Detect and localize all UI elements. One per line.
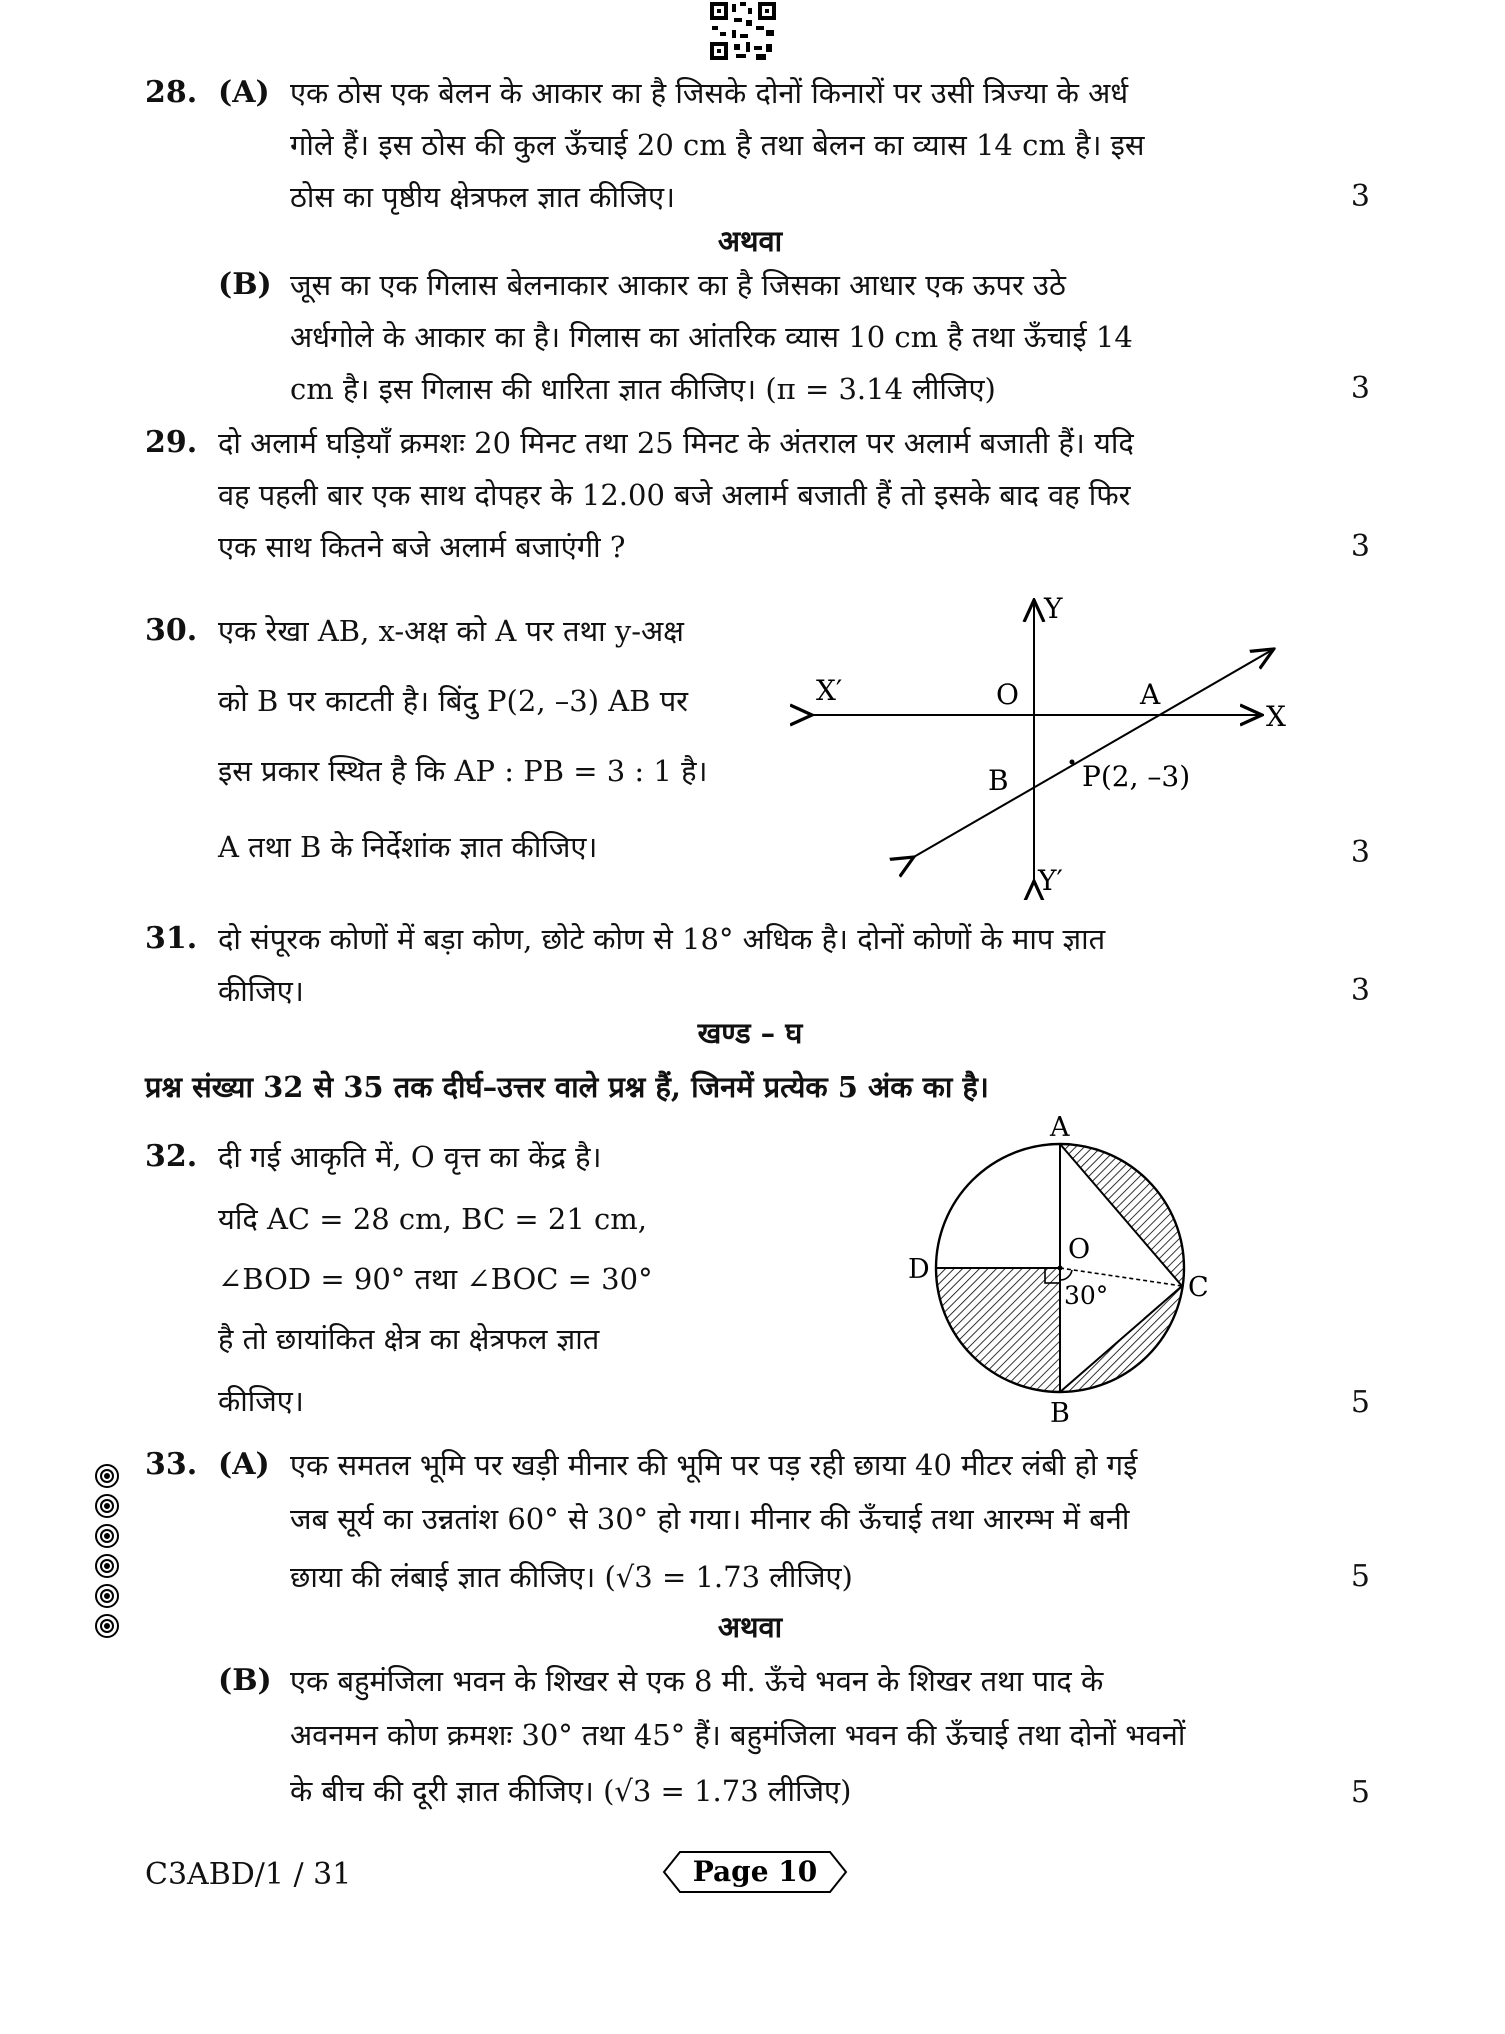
q30-line-1: एक रेखा AB, x-अक्ष को A पर तथा y-अक्ष [218,614,684,648]
q33a-line-2: जब सूर्य का उन्नतांश 60° से 30° हो गया। मीनार की ऊँचाई तथा आरम्भ में बनी [290,1502,1130,1536]
label-origin-o: O [996,678,1019,711]
paper-code: C3ABD/1 / 31 [145,1857,352,1892]
q29-line-3: एक साथ कितने बजे अलार्म बजाएंगी ? [218,530,626,564]
question-number-28: 28. [145,75,198,110]
q33b-line-2: अवनमन कोण क्रमशः 30° तथा 45° हैं। बहुमंजिला भवन की ऊँचाई तथा दोनों भवनों [290,1718,1186,1752]
q33b-line-1: एक बहुमंजिला भवन के शिखर से एक 8 मी. ऊँचे भवन के शिखर तथा पाद के [290,1664,1104,1698]
q28a-marks: 3 [1350,179,1370,214]
q29-line-2: वह पहली बार एक साथ दोपहर के 12.00 बजे अलार्म बजाती हैं तो इसके बाद वह फिर [218,478,1131,512]
q31-line-2: कीजिए। [218,974,304,1008]
q32-line-1: दी गई आकृति में, O वृत्त का केंद्र है। [218,1140,602,1174]
q28-option-a-label: (A) [218,75,270,110]
label-a: A [1050,1112,1070,1143]
q30-line-4: A तथा B के निर्देशांक ज्ञात कीजिए। [218,830,598,864]
q32-line-4: है तो छायांकित क्षेत्र का क्षेत्रफल ज्ञात [218,1322,600,1356]
q33-option-b-label: (B) [218,1663,272,1698]
page-number: Page 10 [692,1855,818,1888]
q28b-marks: 3 [1350,371,1370,406]
line-ab [912,650,1272,858]
question-number-29: 29. [145,425,198,460]
q33a-line-1: एक समतल भूमि पर खड़ी मीनार की भूमि पर पड़ रही छाया 40 मीटर लंबी हो गई [290,1448,1138,1482]
q28b-line-3: cm है। इस गिलास की धारिता ज्ञात कीजिए। (π = 3.14 लीजिए) [290,372,996,406]
question-number-33: 33. [145,1447,198,1482]
label-point-a: A [1140,678,1161,711]
q30-line-3: इस प्रकार स्थित है कि AP : PB = 3 : 1 है। [218,754,708,788]
q33-or-divider: अथवा [717,1610,783,1644]
question-number-31: 31. [145,921,198,956]
q33a-marks: 5 [1350,1559,1370,1594]
q28-or-divider: अथवा [717,224,783,258]
section-instruction: प्रश्न संख्या 32 से 35 तक दीर्घ–उत्तर वाले प्रश्न हैं, जिनमें प्रत्येक 5 अंक का है। [145,1070,989,1104]
q28a-line-1: एक ठोस एक बेलन के आकार का है जिसके दोनों किनारों पर उसी त्रिज्या के अर्ध [290,76,1129,110]
q28a-line-2: गोले हैं। इस ठोस की कुल ऊँचाई 20 cm है तथा बेलन का व्यास 14 cm है। इस [290,128,1145,162]
q33-option-a-label: (A) [218,1447,270,1482]
label-point-p: P(2, –3) [1082,760,1191,793]
label-angle: 30° [1064,1281,1109,1310]
label-point-b: B [988,764,1009,797]
q32-circle-figure [900,1110,1220,1430]
label-x-neg: X′ [816,674,843,707]
q29-line-1: दो अलार्म घड़ियाँ क्रमशः 20 मिनट तथा 25 मिनट के अंतराल पर अलार्म बजाती हैं। यदि [218,426,1134,460]
label-y-neg: Y′ [1038,864,1063,897]
section-title: खण्ड – घ [697,1016,803,1050]
q32-line-5: कीजिए। [218,1384,304,1418]
label-d: D [908,1254,930,1285]
spiral-stamp-icon [90,1462,124,1640]
q33b-marks: 5 [1350,1775,1370,1810]
label-c: C [1188,1272,1209,1303]
q32-line-2: यदि AC = 28 cm, BC = 21 cm, [218,1202,647,1236]
question-number-32: 32. [145,1139,198,1174]
q31-line-1: दो संपूरक कोणों में बड़ा कोण, छोटे कोण से 18° अधिक है। दोनों कोणों के माप ज्ञात [218,922,1106,956]
label-y: Y [1044,592,1063,625]
q28b-line-2: अर्धगोले के आकार का है। गिलास का आंतरिक व्यास 10 cm है तथा ऊँचाई 14 [290,320,1133,354]
q28a-line-3: ठोस का पृष्ठीय क्षेत्रफल ज्ञात कीजिए। [290,180,676,214]
qr-code-icon [708,0,778,62]
angle-arc [1060,1270,1072,1280]
q29-marks: 3 [1350,529,1370,564]
label-b: B [1050,1398,1070,1429]
page-number-badge [660,1848,850,1896]
label-o: O [1068,1234,1091,1265]
label-x: X [1266,700,1286,733]
q32-line-3: ∠BOD = 90° तथा ∠BOC = 30° [218,1262,653,1296]
q33a-line-3: छाया की लंबाई ज्ञात कीजिए। (√3 = 1.73 लीजिए) [290,1560,853,1594]
q30-coordinate-figure [790,588,1310,900]
q30-line-2: को B पर काटती है। बिंदु P(2, –3) AB पर [218,684,689,718]
q28-option-b-label: (B) [218,267,272,302]
q31-marks: 3 [1350,973,1370,1008]
shaded-quadrant-bod [936,1268,1060,1392]
point-p-dot [1070,760,1075,765]
q30-marks: 3 [1350,835,1370,870]
q33b-line-3: के बीच की दूरी ज्ञात कीजिए। (√3 = 1.73 लीजिए) [290,1774,852,1808]
center-dot [1058,1266,1063,1271]
q32-marks: 5 [1350,1385,1370,1420]
question-number-30: 30. [145,613,198,648]
q28b-line-1: जूस का एक गिलास बेलनाकार आकार का है जिसका आधार एक ऊपर उठे [290,268,1066,302]
